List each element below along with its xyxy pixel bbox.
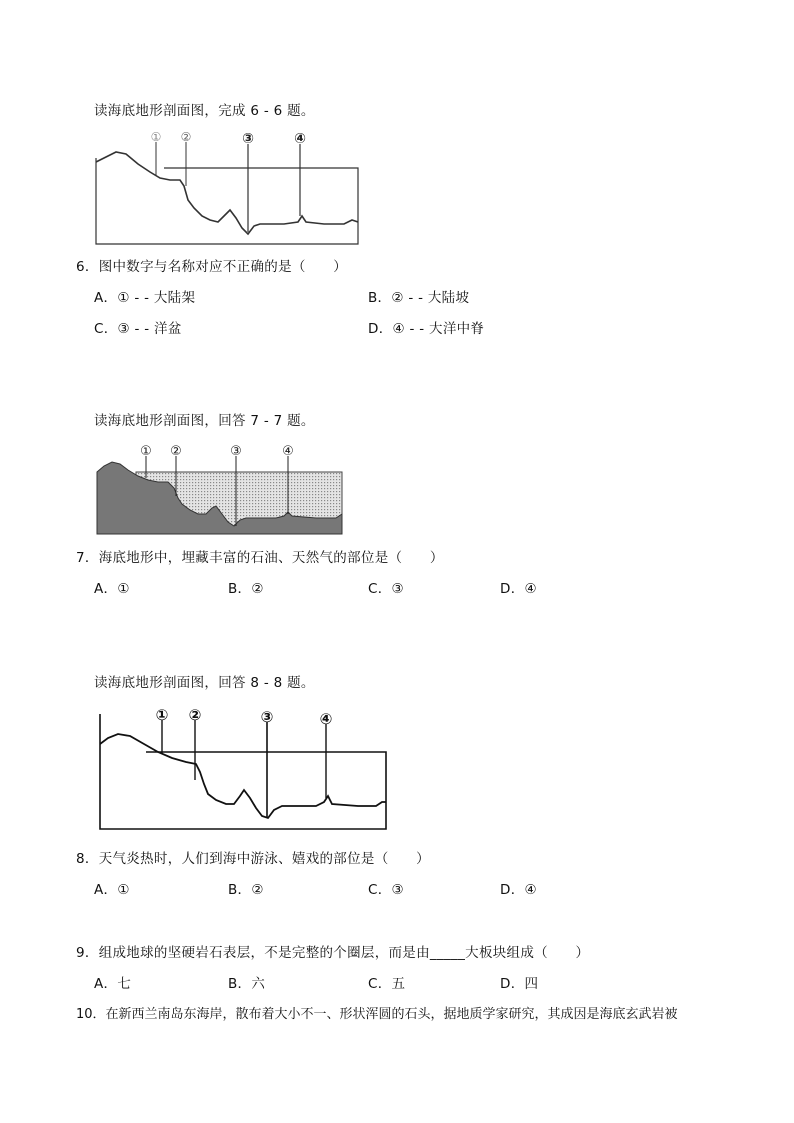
q8-option-a[interactable]: A．① [94, 882, 130, 898]
q7-option-d[interactable]: D．④ [500, 581, 537, 597]
q8-option-d[interactable]: D．④ [500, 882, 537, 898]
q8-seafloor-profile-figure [96, 702, 390, 832]
q7-stem: 7．海底地形中，埋藏丰富的石油、天然气的部位是（ ） [76, 550, 444, 566]
q6-seafloor-profile-figure [94, 128, 360, 246]
q6-figure-label-3: ③ [242, 131, 254, 147]
q6-figure-label-2: ② [180, 130, 192, 144]
q8-figure-label-1: ① [155, 706, 169, 724]
q7-figure-label-2: ② [170, 444, 182, 459]
q7-intro: 读海底地形剖面图，回答 7 - 7 题。 [94, 413, 315, 429]
q8-intro: 读海底地形剖面图，回答 8 - 8 题。 [94, 675, 315, 691]
q7-option-b[interactable]: B．② [228, 581, 264, 597]
q6-figure-label-4: ④ [294, 131, 306, 147]
q7-option-c[interactable]: C．③ [368, 581, 404, 597]
q7-figure-label-3: ③ [230, 444, 242, 459]
q9-option-a[interactable]: A．七 [94, 976, 132, 992]
q7-figure-label-4: ④ [282, 444, 294, 459]
q9-option-b[interactable]: B．六 [228, 976, 266, 992]
q8-stem: 8．天气炎热时，人们到海中游泳、嬉戏的部位是（ ） [76, 851, 430, 867]
q6-option-b[interactable]: B．② - - 大陆坡 [368, 290, 470, 306]
q8-option-b[interactable]: B．② [228, 882, 264, 898]
q9-stem: 9．组成地球的坚硬岩石表层，不是完整的个圈层，而是由_____大板块组成（ ） [76, 945, 590, 961]
q6-option-a[interactable]: A．① - - 大陆架 [94, 290, 196, 306]
q8-option-c[interactable]: C．③ [368, 882, 404, 898]
q9-option-c[interactable]: C．五 [368, 976, 406, 992]
q6-intro: 读海底地形剖面图，完成 6 - 6 题。 [94, 103, 315, 119]
q10-stem: 10．在新西兰南岛东海岸，散布着大小不一、形状浑圆的石头，据地质学家研究，其成因是海底玄武岩被 [76, 1007, 678, 1022]
q6-option-d[interactable]: D．④ - - 大洋中脊 [368, 321, 485, 337]
q8-figure-label-3: ③ [260, 708, 274, 726]
q7-seafloor-profile-figure [96, 440, 346, 536]
q8-figure-label-2: ② [188, 706, 202, 724]
q9-option-d[interactable]: D．四 [500, 976, 539, 992]
q7-option-a[interactable]: A．① [94, 581, 130, 597]
q8-figure-label-4: ④ [319, 710, 333, 728]
q6-option-c[interactable]: C．③ - - 洋盆 [94, 321, 182, 337]
q6-figure-label-1: ① [150, 130, 162, 144]
q6-stem: 6．图中数字与名称对应不正确的是（ ） [76, 259, 348, 275]
q7-figure-label-1: ① [140, 444, 152, 459]
